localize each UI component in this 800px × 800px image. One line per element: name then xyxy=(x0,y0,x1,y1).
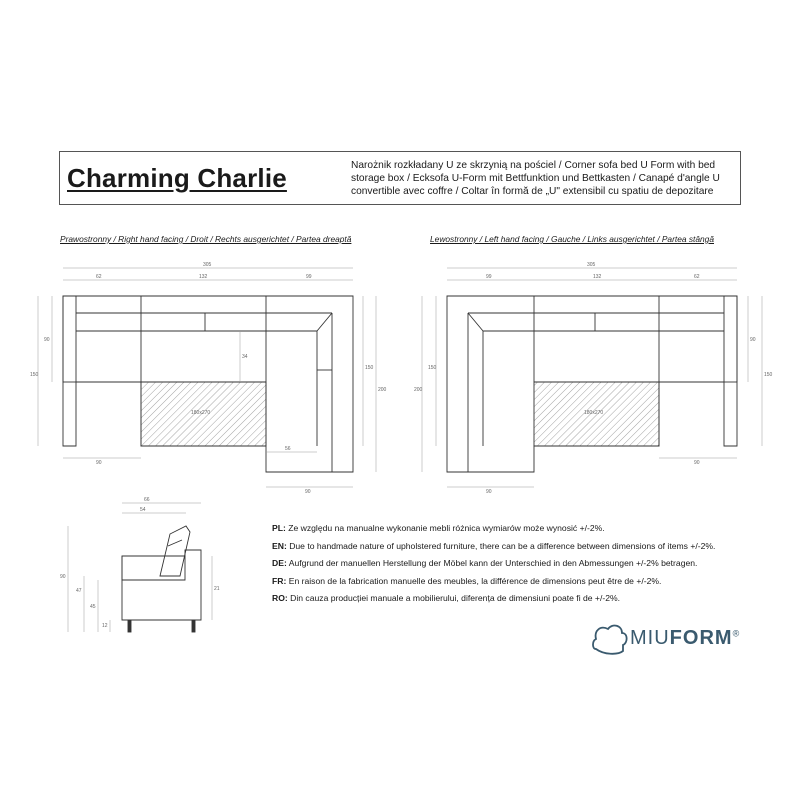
left-bed-label: 180x270 xyxy=(584,410,604,416)
right-dim-seg1: 62 xyxy=(96,274,102,280)
side-view-diagram xyxy=(122,526,201,632)
product-name: Charming Charlie xyxy=(67,163,287,193)
side-dim-top: 66 xyxy=(144,497,150,503)
left-dim-seg3: 62 xyxy=(694,274,700,280)
right-dimension-lines xyxy=(38,268,376,487)
note-pl: PL: Ze względu na manualne wykonanie mebli różnica wymiarów może wynosić +/-2%. xyxy=(272,523,605,533)
side-dim-height-total: 90 xyxy=(60,574,66,580)
side-dim-leg: 12 xyxy=(102,623,108,629)
right-dim-bottom-inner: 56 xyxy=(285,446,291,452)
left-dim-height-right: 150 xyxy=(764,372,773,378)
left-hand-diagram xyxy=(447,296,737,472)
left-dim-height-left2: 150 xyxy=(428,365,437,371)
right-dim-bottom-right: 90 xyxy=(305,489,311,495)
left-dim-bottom-left: 90 xyxy=(486,489,492,495)
right-dim-seg2: 132 xyxy=(199,274,208,280)
side-dimension-lines xyxy=(68,503,212,632)
right-bed-label: 180x270 xyxy=(191,410,211,416)
sofa-logo-icon xyxy=(590,619,630,659)
note-de: DE: Aufgrund der manuellen Herstellung der Möbel kann der Unterschied in den Abmessungen +/-2% betragen. xyxy=(272,558,698,568)
tolerance-notes xyxy=(272,520,782,608)
side-dim-height-back: 47 xyxy=(76,588,82,594)
miuform-logo xyxy=(590,617,775,667)
right-dim-height-inner: 90 xyxy=(44,337,50,343)
right-dim-height-right2: 150 xyxy=(365,365,374,371)
side-dim-seat-depth: 54 xyxy=(140,507,146,513)
left-armrest-right xyxy=(724,296,737,382)
side-dim-seat-height: 45 xyxy=(90,604,96,610)
note-ro: RO: Din cauza producției manuale a mobilierului, diferența de dimensiuni poate fi de +/-2%. xyxy=(272,593,621,603)
right-dim-height-right: 200 xyxy=(378,387,387,393)
right-dim-depth: 34 xyxy=(242,354,248,360)
right-dim-seg3: 99 xyxy=(306,274,312,280)
brand-name: MIUFORM® xyxy=(630,627,741,649)
left-dim-bottom-right: 90 xyxy=(694,460,700,466)
left-dim-height-inner: 90 xyxy=(750,337,756,343)
left-dim-seg2: 132 xyxy=(593,274,602,280)
side-dim-arm: 21 xyxy=(214,586,220,592)
right-dim-bottom-left: 90 xyxy=(96,460,102,466)
left-dim-height-left: 200 xyxy=(414,387,423,393)
product-description: Narożnik rozkładany U ze skrzynią na pościel / Corner sofa bed U Form with bed storage box / Ecksofa U-Form mit Bettfunktion und Bettkasten / Canapé d'angle U convertible avec coffre / Coltar în formă de „U" extensibil cu spatiu de depozitare xyxy=(351,160,720,197)
note-en: EN: Due to handmade nature of upholstered furniture, there can be a difference between dimensions of items +/-2%. xyxy=(272,540,716,551)
right-dim-height-left: 150 xyxy=(30,372,39,378)
left-hand-caption: Lewostronny / Left hand facing / Gauche / Links ausgerichtet / Partea stângă xyxy=(430,234,714,244)
left-dimension-lines xyxy=(422,268,762,487)
left-dim-seg1: 99 xyxy=(486,274,492,280)
left-dim-total: 305 xyxy=(587,262,596,268)
right-armrest-left xyxy=(63,296,76,382)
note-fr: FR: En raison de la fabrication manuelle des meubles, la différence de dimensions peut être de +/-2%. xyxy=(272,575,662,586)
right-hand-diagram xyxy=(63,296,353,472)
right-dim-total: 305 xyxy=(203,262,212,268)
right-hand-caption: Prawostronny / Right hand facing / Droit / Rechts ausgerichtet / Partea dreaptă xyxy=(60,234,352,244)
